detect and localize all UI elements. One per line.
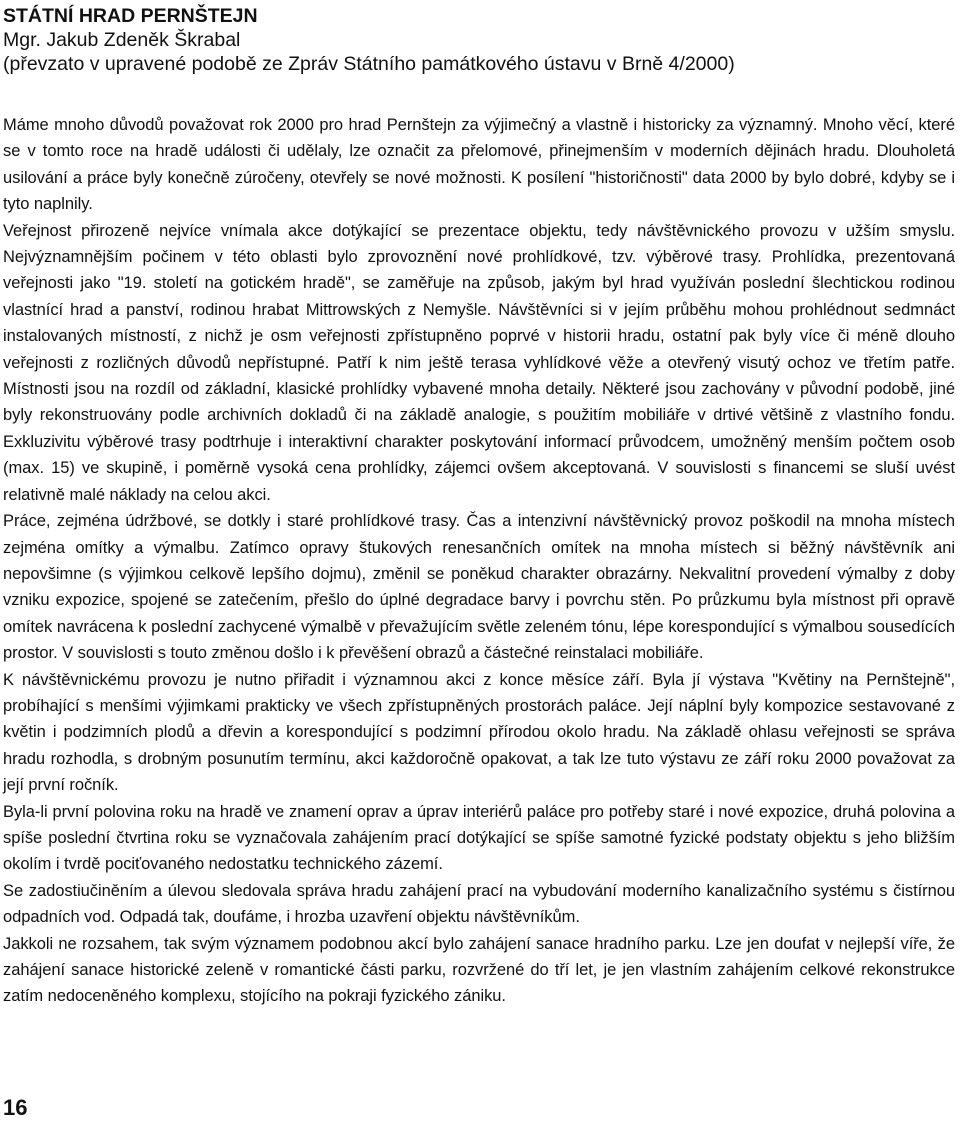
page-number: 16 (3, 1095, 28, 1120)
paragraph: Práce, zejména údržbové, se dotkly i staré prohlídkové trasy. Čas a intenzivní návštěvnický provoz poškodil na mnoha místech zejména omítky a výmalbu. Zatímco opravy štukových renesančních omítek na mnoha místech si běžný návštěvník ani nepovšimne (s výjimkou celkově lepšího dojmu), změnil se poněkud charakter obrazárny. Nekvalitní provedení výmalby z doby vzniku expozice, spojené se zatečením, přešlo do úplné degradace barvy i povrchu stěn. Po průzkumu byla místnost při opravě omítek navrácena k poslední zachycené výmalbě v převažujícím světle zeleném tónu, lépe korespondující s výmalbou sousedících prostor. V souvislosti s touto změnou došlo i k převěšení obrazů a částečné reinstalaci mobiliáře. (3, 512, 955, 663)
article-header (3, 4, 953, 76)
article-author: Mgr. Jakub Zdeněk Škrabal (3, 29, 241, 51)
paragraph: Jakkoli ne rozsahem, tak svým významem podobnou akcí bylo zahájení sanace hradního parku. Lze jen doufat v nejlepší víře, že zahájení sanace historické zeleně v romantické části parku, rozvržené do tří let, je jen vlastním zahájením celkové rekonstrukce zatím nedoceněného komplexu, stojícího na pokraji fyzického zániku. (3, 934, 955, 1006)
paragraph: Veřejnost přirozeně nejvíce vnímala akce dotýkající se prezentace objektu, tedy návštěvnického provozu v užším smyslu. Nejvýznamnějším počinem v této oblasti bylo zprovoznění nové prohlídkové, tzv. výběrové trasy. Prohlídka, prezentovaná veřejnosti jako "19. století na gotickém hradě", se zaměřuje na způsob, jakým byl hrad využíván poslední šlechtickou rodinou vlastnící hrad a panství, rodinou hrabat Mittrowských z Nemyšle. Návštěvníci si v jejím průběhu mohou prohlédnout sedmnáct instalovaných místností, z nichž je osm veřejnosti zpřístupněno poprvé v historii hradu, ostatní pak byly více či méně dlouho veřejnosti z rozličných důvodů nepřístupné. Patří k nim ještě terasa vyhlídkové věže a otevřený visutý ochoz ve třetím patře. Místnosti jsou na rozdíl od základní, klasické prohlídky vybavené mnoha detaily. Některé jsou zachovány v původní podobě, jiné byly rekonstruovány podle archivních dokladů či na základě analogie, s použitím mobiliáře v drtivé většině z vlastního fondu. Exkluzivitu výběrové trasy podtrhuje i interaktivní charakter poskytování informací průvodcem, umožněný menším počtem osob (max. 15) ve skupině, i poměrně vysoká cena prohlídky, zájemci ovšem akceptovaná. V souvislosti s financemi se sluší uvést relativně malé náklady na celou akci. (3, 221, 955, 504)
article-title: STÁTNÍ HRAD PERNŠTEJN (3, 5, 258, 27)
article-source-note: (převzato v upravené podobě ze Zpráv Státního památkového ústavu v Brně 4/2000) (3, 53, 735, 75)
paragraph: K návštěvnickému provozu je nutno přiřadit i významnou akci z konce měsíce září. Byla jí výstava "Květiny na Pernštejně", probíhající s menšími výjimkami prakticky ve všech zpřístupněných prostorách paláce. Její náplní byly kompozice sestavované z květin i podzimních plodů a dřevin a korespondující s podzimní přírodou okolo hradu. Na základě ohlasu veřejnosti se správa hradu rozhodla, s drobným posunutím termínu, akci každoročně opakovat, a tak lze tuto výstavu ze září roku 2000 považovat za její první ročník. (3, 670, 955, 795)
paragraph: Máme mnoho důvodů považovat rok 2000 pro hrad Pernštejn za výjimečný a vlastně i historicky za významný. Mnoho věcí, které se v tomto roce na hradě události či udělaly, lze označit za přelomové, přinejmenším v moderních dějinách hradu. Dlouholetá usilování a práce byly konečně zúročeny, otevřely se nové možnosti. K posílení "historičnosti" data 2000 by bylo dobré, kdyby se i tyto naplnily. (3, 116, 955, 214)
article-body (3, 112, 955, 1010)
paragraph: Byla-li první polovina roku na hradě ve znamení oprav a úprav interiérů paláce pro potřeby staré i nové expozice, druhá polovina a spíše poslední čtvrtina roku se vyznačovala zahájením prací dotýkající se spíše samotné fyzické podstaty objektu s jeho bližším okolím i tvrdě pociťovaného nedostatku technického zázemí. (3, 802, 955, 874)
paragraph: Se zadostiučiněním a úlevou sledovala správa hradu zahájení prací na vybudování moderního kanalizačního systému s čistírnou odpadních vod. Odpadá tak, doufáme, i hrozba uzavření objektu návštěvníkům. (3, 881, 955, 927)
